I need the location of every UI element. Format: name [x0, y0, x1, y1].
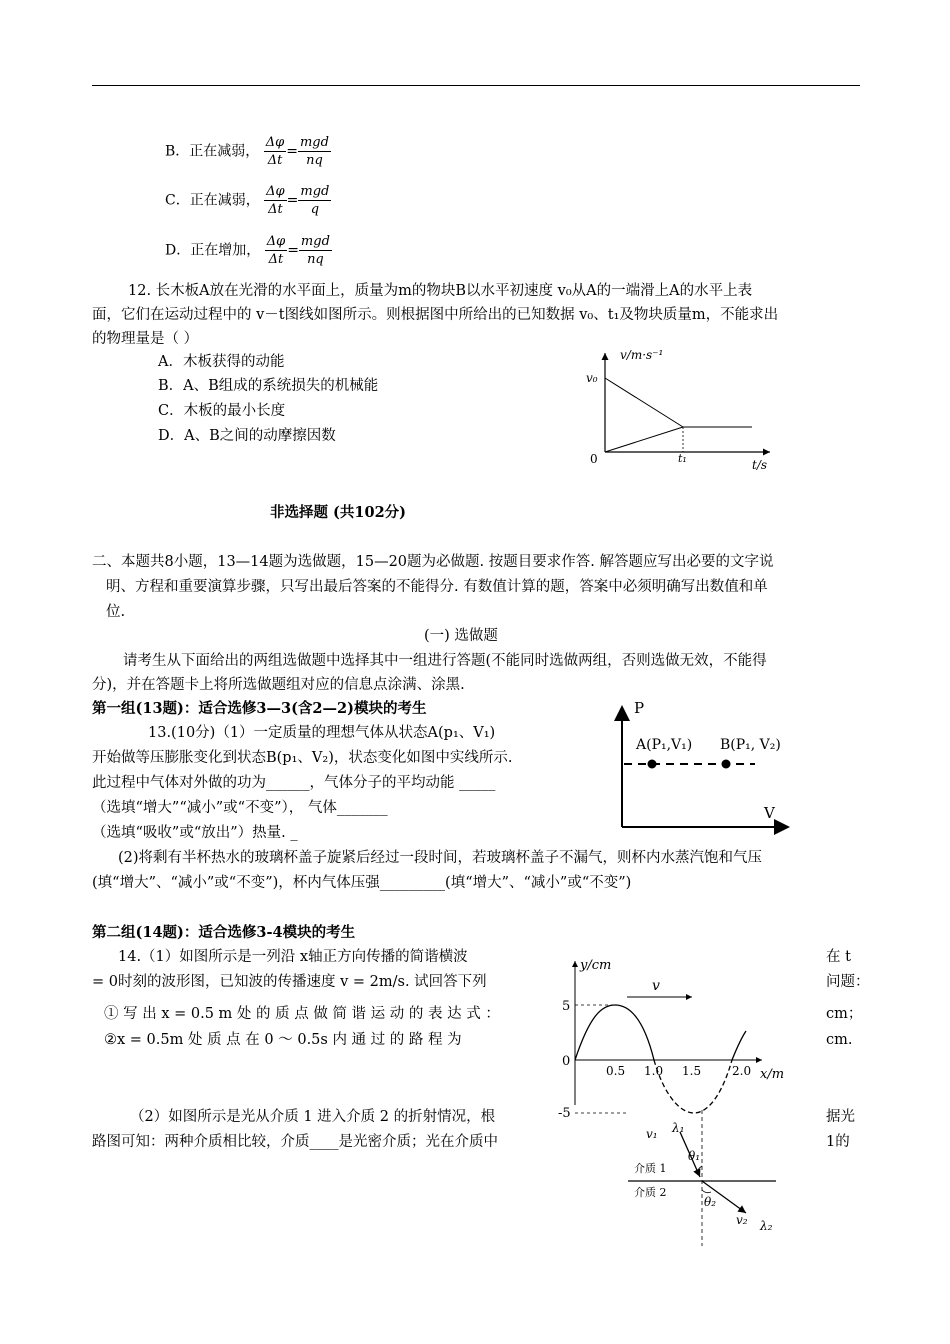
q14-line3-right: cm； [826, 1006, 863, 1022]
optional-intro-line2: 分)，并在答题卡上将所选做题组对应的信息点涂满、涂黑. [92, 677, 465, 693]
fraction-dphi-dt: $\frac{\Delta\varphi}{\Delta t}$ [266, 184, 285, 217]
pv-graph [610, 697, 800, 837]
state-a-label: A(P₁,V₁) [636, 737, 693, 753]
q13-line3: 此过程中气体对外做的功为______，气体分子的平均动能 _____ [92, 775, 496, 791]
choice-b[interactable]: B．正在减弱， $\frac{\Delta\varphi}{\Delta t}$ = $\frac{\text{mgd}}{nq}$ [165, 135, 329, 168]
section2-line2: 明、方程和重要演算步骤，只写出最后答案的不能得分. 有数值计算的题，答案中必须明确写出数值和单 [106, 579, 768, 595]
amp-5-label: 5 [562, 999, 571, 1014]
amp-neg5-label: -5 [558, 1106, 571, 1121]
v-axis-label: v/m·s⁻¹ [620, 348, 664, 362]
wave-graph [552, 955, 802, 1125]
q14-line5-right: 据光 [826, 1109, 855, 1125]
velocity-label: v [652, 978, 660, 994]
q14-line4: ②x = 0.5m 处 质 点 在 0 ～ 0.5s 内 通 过 的 路 程 为 [104, 1032, 462, 1048]
tick-0.5: 0.5 [606, 1064, 626, 1078]
state-b-point [722, 760, 731, 769]
q14-line6-right: 1的 [826, 1134, 850, 1150]
v1-label: v₁ [646, 1127, 658, 1141]
section2-line3: 位. [106, 604, 126, 620]
wave-solid-1 [575, 1005, 654, 1060]
q14-line1: 14.（1）如图所示是一列沿 x轴正方向传播的简谐横波 [118, 949, 468, 965]
t1-label: t₁ [678, 452, 687, 465]
lambda2-label: λ₂ [760, 1219, 773, 1233]
group2-title: 第二组(14题)：适合选修3-4模块的考生 [92, 924, 356, 941]
q14-line4-right: cm. [826, 1032, 853, 1048]
theta2-label: θ₂ [704, 1195, 717, 1209]
q12-option-a[interactable]: A．木板获得的动能 [158, 354, 285, 370]
section2-line1: 二、本题共8小题，13—14题为选做题，15—20题为必做题. 按题目要求作答. 解答题应写出必要的文字说 [92, 554, 774, 570]
fraction-mgd: $\frac{\text{mgd}}{q}$ [300, 184, 330, 217]
q14-line2: = 0时刻的波形图，已知波的传播速度 v = 2m/s. 试回答下列 [92, 974, 487, 990]
fraction-mgd: $\frac{\text{mgd}}{nq}$ [299, 135, 329, 168]
state-a-point [648, 760, 657, 769]
q13-line2: 开始做等压膨胀变化到状态B(p₁、V₂)，状态变化如图中实线所示. [92, 750, 513, 766]
q14-line3: ① 写 出 x = 0.5 m 处 的 质 点 做 简 谐 运 动 的 表 达 式 ： [104, 1006, 500, 1022]
choice-d[interactable]: D．正在增加， $\frac{\Delta\varphi}{\Delta t}$ = $\frac{\text{mgd}}{nq}$ [165, 234, 330, 267]
optional-title: (一) 选做题 [424, 628, 498, 644]
q14-line6: 路图可知：两种介质相比较，介质____是光密介质；光在介质中 [92, 1134, 498, 1150]
tick-1.5: 1.5 [682, 1064, 702, 1078]
theta2-arc [702, 1190, 711, 1193]
optional-intro-line1: 请考生从下面给出的两组选做题中选择其中一组进行答题(不能同时选做两组，否则选做无效，不能得 [123, 653, 767, 669]
medium1-label: 介质 1 [634, 1162, 667, 1175]
section-title: 非选择题 (共102分) [270, 504, 407, 521]
q12-option-d[interactable]: D．A、B之间的动摩擦因数 [158, 428, 336, 444]
y-axis-label: y/cm [580, 958, 612, 973]
v0-label: v₀ [586, 371, 598, 385]
header-rule [92, 85, 860, 86]
board-a-line [605, 427, 683, 452]
fraction-mgd: $\frac{\text{mgd}}{nq}$ [300, 234, 330, 267]
tick-1.0: 1.0 [644, 1064, 664, 1078]
v-axis-label: V [764, 804, 775, 822]
state-b-label: B(P₁, V₂) [720, 737, 781, 753]
p-axis-label: P [634, 699, 645, 717]
q13-line1: 13.(10分)（1）一定质量的理想气体从状态A(p₁、V₁) [148, 725, 496, 741]
v2-label: v₂ [736, 1213, 748, 1227]
q12-line3: 的物理量是（ ） [92, 331, 199, 347]
tick-2.0: 2.0 [732, 1064, 752, 1078]
medium2-label: 介质 2 [634, 1186, 667, 1199]
fraction-dphi-dt: $\frac{\Delta\varphi}{\Delta t}$ [265, 135, 285, 168]
q12-option-b[interactable]: B．A、B组成的系统损失的机械能 [158, 378, 379, 394]
q13-line5: （选填“吸收”或“放出”）热量. _ [92, 825, 298, 841]
q12-line1: 12. 长木板A放在光滑的水平面上，质量为m的物块B以水平初速度 v₀从A的一端滑上A的水平上表 [128, 283, 753, 299]
vt-graph [580, 345, 780, 475]
group1-title: 第一组(13题)：适合选修3—3(含2—2)模块的考生 [92, 700, 427, 717]
choice-c[interactable]: C．正在减弱， $\frac{\Delta\varphi}{\Delta t}$ = $\frac{\text{mgd}}{q}$ [165, 184, 330, 217]
q13-line4: （选填“增大”“减小”或“不变”）， 气体_______ [92, 800, 388, 816]
origin-label: 0 [562, 1054, 571, 1069]
refraction-diagram [628, 1110, 788, 1250]
theta1-label: θ₁ [688, 1149, 701, 1163]
origin-label: 0 [590, 452, 598, 466]
block-b-line [605, 378, 683, 427]
fraction-dphi-dt: $\frac{\Delta\varphi}{\Delta t}$ [266, 234, 286, 267]
q13-line6: (2)将剩有半杯热水的玻璃杯盖子旋紧后经过一段时间，若玻璃杯盖子不漏气，则杯内水蒸汽饱和气压 [118, 850, 763, 866]
q12-option-c[interactable]: C．木板的最小长度 [158, 403, 286, 419]
x-axis-label: x/m [760, 1067, 785, 1082]
lambda1-label: λ₁ [672, 1121, 685, 1135]
t-axis-label: t/s [752, 458, 768, 472]
q12-line2: 面，它们在运动过程中的 v－t图线如图所示。则根据图中所给出的已知数据 v₀、t₁及物块质量m，不能求出 [92, 307, 779, 323]
q14-line5: （2）如图所示是光从介质 1 进入介质 2 的折射情况，根 [130, 1109, 496, 1125]
q13-line7: (填“增大”、“减小”或“不变”)，杯内气体压强_________(填“增大”、“减小”或“不变”) [92, 875, 632, 891]
wave-solid-2 [732, 1031, 746, 1060]
q14-line2-right: 问题： [826, 974, 870, 990]
q14-line1-right: 在 t [826, 949, 851, 965]
